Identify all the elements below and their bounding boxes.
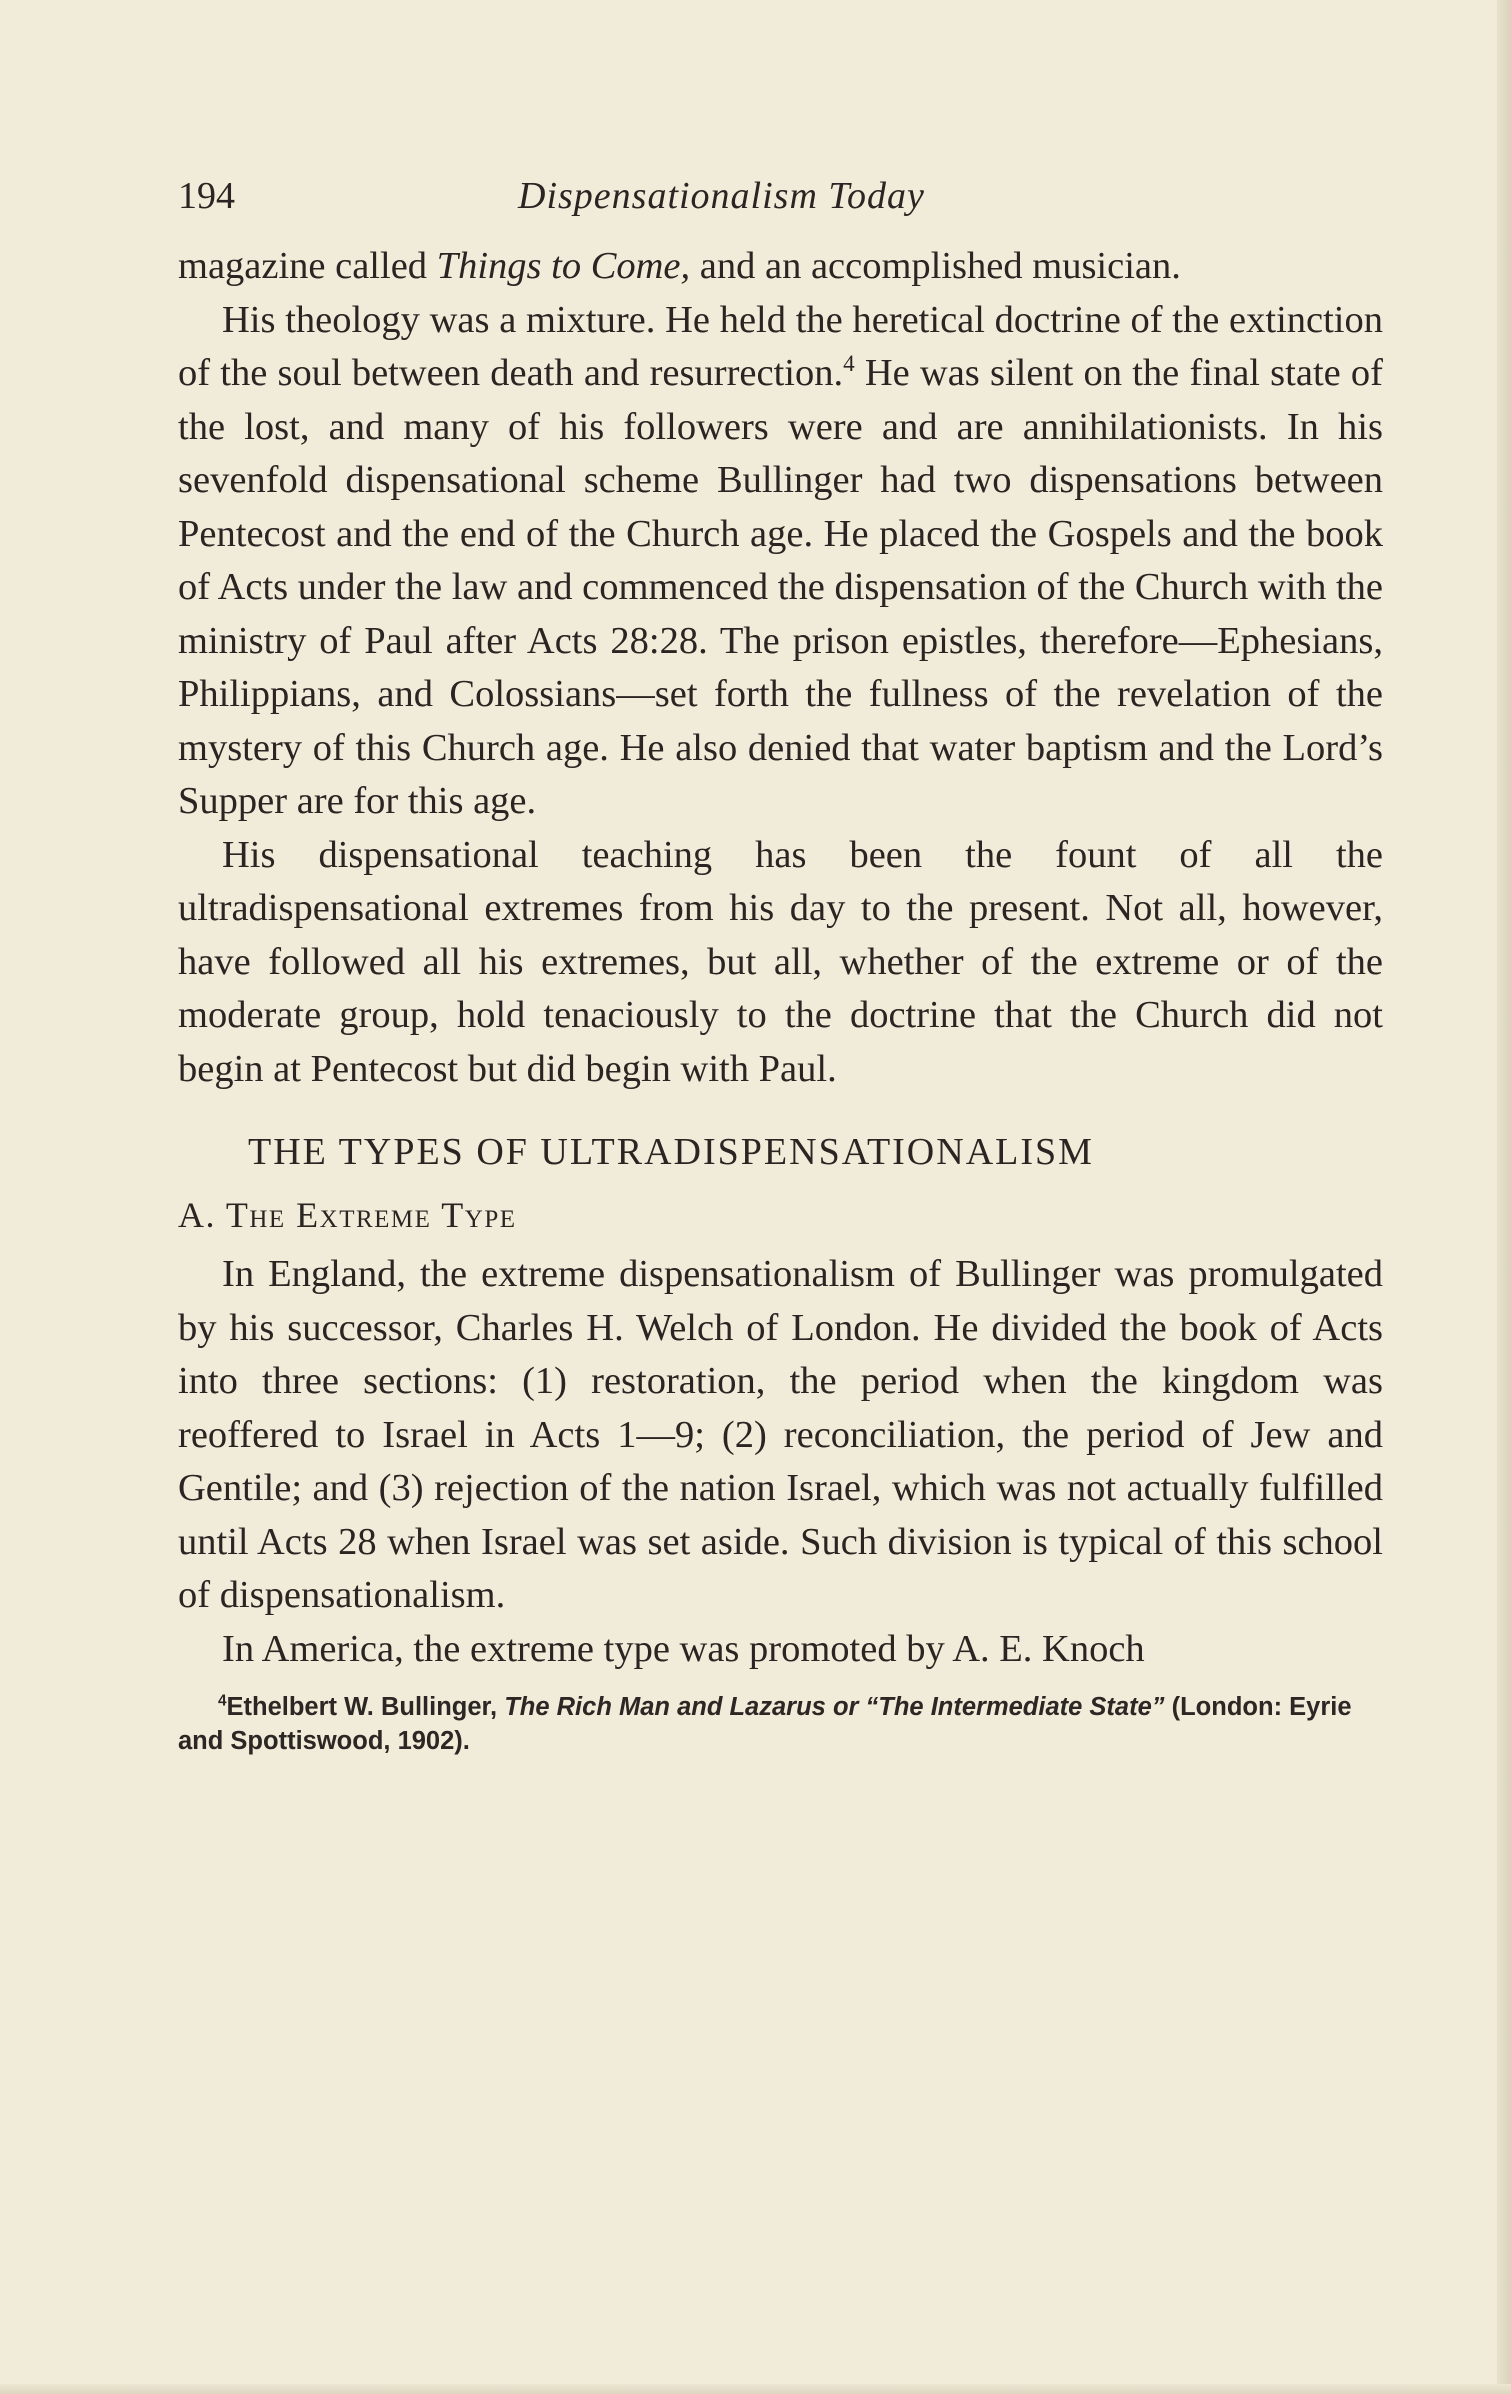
footnote-author: Ethelbert W. Bullinger, [226,1693,505,1721]
paragraph-continuation [178,240,1383,294]
paragraph-theology [178,294,1383,829]
paragraph-text: He was silent on the final state of the lost, and many of his followers were and are annihilationists. In his sevenfold dispensational scheme Bullinger had two dispensations between Pentecost and the end of the Church age. He placed the Gospels and the book of Acts under the law and commenced the dispensation of the Church with the ministry of Paul after Acts 28:28. The prison epistles, therefore—Ephesians, Philippians, and Colossians—set forth the fullness of the revelation of the mystery of this Church age. He also denied that water baptism and the Lord’s Supper are for this age. [178,352,1383,822]
footnote-marker: 4 [218,1692,227,1710]
paragraph-text: and an accomplished musician. [690,245,1181,287]
footnote [178,1690,1383,1758]
page-edge [1497,0,1511,2394]
paragraph-america: In America, the extreme type was promoted by A. E. Knoch [222,1627,1145,1670]
paragraph-text: His theology was a mixture. He held the heretical doctrine of the extinction of the soul between death and resurrection. [178,298,1383,394]
page-bottom-edge [0,2384,1511,2394]
section-heading: THE TYPES OF ULTRADISPENSATIONALISM [248,1131,1094,1173]
page-number: 194 [178,175,235,217]
footnote-title: The Rich Man and Lazarus or “The Intermediate State” [504,1693,1165,1721]
footnote-reference: 4 [843,350,855,377]
magazine-title: Things to Come, [436,245,691,287]
paragraph-england: In England, the extreme dispensationalism of Bullinger was promulgated by his successor, Charles H. Welch of London. He divided the book of Acts into three sections: (1) restoration, the period when the kingdom was reoffered to Israel in Acts 1—9; (2) reconciliation, the period of Jew and Gentile; and (3) rejection of the nation Israel, which was not actually fulfilled until Acts 28 when Israel was set aside. Such division is typical of this school of dispensationalism. [178,1253,1383,1616]
footnote-publication: (London: Eyrie and Spottiswood, 1902). [178,1693,1352,1755]
paragraph-text: magazine called [178,245,437,287]
paragraph-teaching: His dispensational teaching has been the fount of all the ultradispensational extremes from his day to the present. Not all, however, have followed all his extremes, but all, whether of the extreme or of the moderate group, hold tenaciously to the doctrine that the Church did not begin at Pentecost but did begin with Paul. [178,833,1383,1090]
running-title: Dispensationalism Today [518,175,925,217]
page-text-block [178,170,1383,1758]
subsection-heading: A. The Extreme Type [178,1195,517,1235]
running-head [178,170,1383,240]
